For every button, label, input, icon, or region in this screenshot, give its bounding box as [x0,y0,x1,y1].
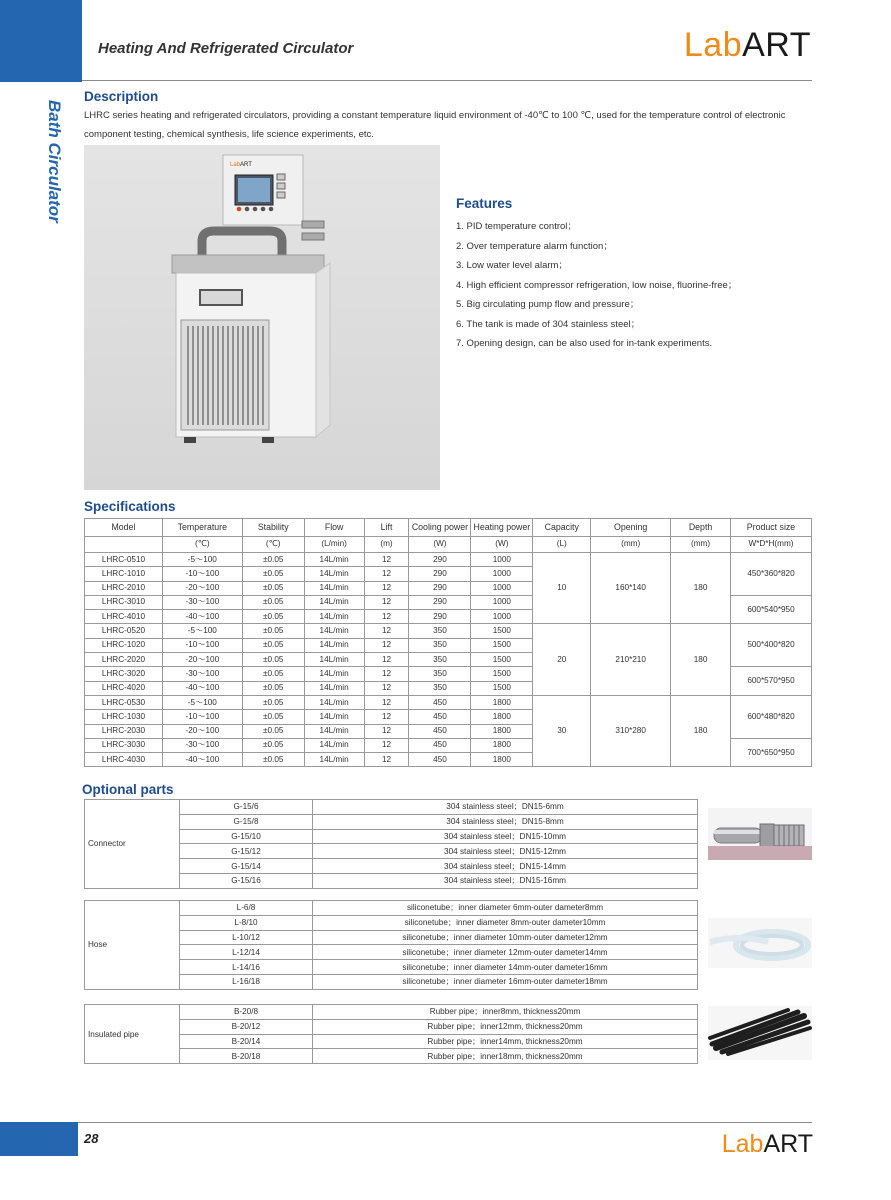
spec-cell: 1500 [471,653,533,667]
part-code: G-15/16 [180,873,313,888]
footer-divider [78,1122,812,1123]
part-code: L-10/12 [180,930,313,945]
product-size-cell: 700*650*950 [731,738,812,767]
spec-cell: LHRC-0520 [85,624,163,638]
part-description: Rubber pipe；inner8mm, thickness20mm [313,1005,698,1020]
spec-cell: 14L/min [304,695,364,709]
insulated-pipe-parts-table [84,1004,698,1064]
spec-cell: 450 [409,753,471,767]
table-row [85,624,812,638]
part-description: 304 stainless steel；DN15-14mm [313,859,698,874]
spec-cell: 290 [409,581,471,595]
table-row [85,1005,698,1020]
part-code: G-15/6 [180,800,313,815]
spec-cell: 12 [364,681,409,695]
spec-cell: ±0.05 [242,595,304,609]
part-description: siliconetube；inner diameter 6mm-outer dameter8mm [313,901,698,916]
spec-cell: LHRC-2010 [85,581,163,595]
spec-cell: -30～100 [162,667,242,681]
feature-item: 3. Low water level alarm； [456,260,568,271]
table-row [85,800,698,815]
spec-cell: 1800 [471,710,533,724]
opening-cell: 160*140 [591,553,671,624]
unit-badge-art: ART [240,162,252,168]
part-code: B-20/12 [180,1019,313,1034]
header-divider [82,80,812,81]
spec-cell: 1500 [471,638,533,652]
optional-parts-heading: Optional parts [82,782,174,797]
spec-cell: 1000 [471,595,533,609]
spec-cell: ±0.05 [242,681,304,695]
spec-cell: -10～100 [162,710,242,724]
spec-cell: -5～100 [162,695,242,709]
spec-cell: -10～100 [162,567,242,581]
spec-cell: 1800 [471,724,533,738]
part-code: L-8/10 [180,915,313,930]
spec-cell: 450 [409,695,471,709]
part-description: siliconetube；inner diameter 14mm-outer dameter16mm [313,960,698,975]
spec-header-cell: Heating power [471,519,533,537]
spec-cell: LHRC-3030 [85,738,163,752]
part-code: L-6/8 [180,901,313,916]
spec-cell: ±0.05 [242,653,304,667]
capacity-cell: 30 [533,695,591,766]
brand-logo: LabART [683,26,811,64]
spec-cell: 1000 [471,581,533,595]
spec-cell: 14L/min [304,710,364,724]
part-code: G-15/8 [180,814,313,829]
spec-cell: 350 [409,624,471,638]
spec-cell: 1800 [471,753,533,767]
spec-header-cell: Depth [671,519,731,537]
part-group-name: Hose [85,901,180,990]
spec-cell: 14L/min [304,681,364,695]
spec-cell: 12 [364,667,409,681]
part-description: 304 stainless steel；DN15-8mm [313,814,698,829]
spec-cell: 12 [364,610,409,624]
feature-item: 5. Big circulating pump flow and pressure； [456,299,640,310]
spec-cell: 1800 [471,738,533,752]
part-code: G-15/10 [180,829,313,844]
part-description: Rubber pipe；inner14mm, thickness20mm [313,1034,698,1049]
spec-cell: LHRC-3020 [85,667,163,681]
opening-cell: 310*280 [591,695,671,766]
spec-unit-cell [85,537,163,553]
spec-header-cell: Cooling power [409,519,471,537]
table-row [85,695,812,709]
spec-unit-cell: (W) [471,537,533,553]
table-row [85,901,698,916]
part-description: siliconetube；inner diameter 12mm-outer dameter14mm [313,945,698,960]
spec-cell: ±0.05 [242,695,304,709]
side-section-label: Bath Circulator [45,100,64,223]
product-size-cell: 450*360*820 [731,553,812,596]
part-description: 304 stainless steel；DN15-10mm [313,829,698,844]
part-description: siliconetube；inner diameter 16mm-outer dameter18mm [313,974,698,989]
description-heading: Description [84,89,159,104]
spec-cell: -30～100 [162,595,242,609]
spec-header-cell: Product size [731,519,812,537]
spec-cell: -40～100 [162,610,242,624]
spec-cell: 12 [364,638,409,652]
table-row [85,553,812,567]
part-description: 304 stainless steel；DN15-6mm [313,800,698,815]
spec-cell: 450 [409,738,471,752]
part-code: B-20/14 [180,1034,313,1049]
spec-cell: 450 [409,724,471,738]
specifications-heading: Specifications [84,499,176,514]
depth-cell: 180 [671,553,731,624]
description-text: LHRC series heating and refrigerated circulators, providing a constant temperature liquid environment of -40℃ to 100 ℃, used for the temperature control of electronic component testing, chemical synthesis, life science experiments, etc. [84,110,786,140]
spec-cell: ±0.05 [242,567,304,581]
spec-cell: LHRC-2030 [85,724,163,738]
spec-cell: -5～100 [162,624,242,638]
feature-item: 7. Opening design, can be also used for in-tank experiments. [456,338,713,349]
feature-item: 1. PID temperature control； [456,221,577,232]
spec-cell: 14L/min [304,753,364,767]
spec-unit-cell: (mm) [591,537,671,553]
specifications-table [84,518,812,767]
spec-cell: LHRC-1030 [85,710,163,724]
part-description: Rubber pipe；inner18mm, thickness20mm [313,1049,698,1064]
connector-image [708,808,812,860]
spec-cell: ±0.05 [242,724,304,738]
spec-cell: 350 [409,638,471,652]
spec-cell: 12 [364,653,409,667]
depth-cell: 180 [671,695,731,766]
spec-unit-cell: W*D*H(mm) [731,537,812,553]
part-description: Rubber pipe；inner12mm, thickness20mm [313,1019,698,1034]
spec-unit-cell: (L/min) [304,537,364,553]
spec-cell: LHRC-0510 [85,553,163,567]
spec-header-cell: Opening [591,519,671,537]
spec-cell: -20～100 [162,724,242,738]
features-heading: Features [456,196,513,211]
spec-cell: 290 [409,553,471,567]
insulated-pipe-image [708,1006,812,1060]
spec-cell: 12 [364,581,409,595]
spec-cell: -40～100 [162,681,242,695]
spec-cell: ±0.05 [242,610,304,624]
part-group-name: Connector [85,800,180,889]
spec-unit-row [85,537,812,553]
spec-cell: 350 [409,653,471,667]
part-code: L-12/14 [180,945,313,960]
spec-cell: LHRC-1020 [85,638,163,652]
spec-cell: 1000 [471,610,533,624]
footer-brand-logo: LabART [721,1130,813,1158]
spec-header-row [85,519,812,537]
spec-header-cell: Temperature [162,519,242,537]
spec-cell: 290 [409,595,471,609]
header-color-tab [0,0,82,82]
part-description: siliconetube；inner diameter 8mm-outer dameter10mm [313,915,698,930]
spec-cell: 1000 [471,553,533,567]
spec-cell: 290 [409,567,471,581]
hose-image [708,918,812,968]
hose-parts-table [84,900,698,990]
spec-cell: 14L/min [304,595,364,609]
capacity-cell: 10 [533,553,591,624]
spec-cell: LHRC-3010 [85,595,163,609]
spec-cell: 1000 [471,567,533,581]
spec-cell: 14L/min [304,667,364,681]
spec-unit-cell: (℃) [242,537,304,553]
spec-cell: 12 [364,710,409,724]
feature-item: 4. High efficient compressor refrigeration, low noise, fluorine-free； [456,279,738,291]
part-code: G-15/12 [180,844,313,859]
spec-cell: 12 [364,624,409,638]
spec-header-cell: Lift [364,519,409,537]
spec-cell: 12 [364,567,409,581]
spec-unit-cell: (L) [533,537,591,553]
connector-parts-table [84,799,698,889]
spec-cell: 1500 [471,624,533,638]
spec-cell: 14L/min [304,738,364,752]
features-list [456,217,737,354]
part-code: B-20/18 [180,1049,313,1064]
spec-cell: ±0.05 [242,710,304,724]
footer-color-tab [0,1122,78,1156]
spec-unit-cell: (mm) [671,537,731,553]
product-size-cell: 500*400*820 [731,624,812,667]
product-photo [84,145,440,490]
spec-cell: ±0.05 [242,667,304,681]
spec-cell: -10～100 [162,638,242,652]
spec-cell: 12 [364,738,409,752]
spec-cell: 14L/min [304,638,364,652]
capacity-cell: 20 [533,624,591,695]
spec-unit-cell: (W) [409,537,471,553]
spec-cell: ±0.05 [242,581,304,595]
spec-cell: LHRC-0530 [85,695,163,709]
part-group-name: Insulated pipe [85,1005,180,1064]
spec-cell: -20～100 [162,653,242,667]
spec-cell: 14L/min [304,567,364,581]
spec-cell: 14L/min [304,581,364,595]
page-number: 28 [84,1131,99,1146]
spec-cell: 12 [364,724,409,738]
spec-cell: ±0.05 [242,638,304,652]
spec-cell: ±0.05 [242,553,304,567]
spec-cell: LHRC-1010 [85,567,163,581]
part-code: L-16/18 [180,974,313,989]
spec-cell: LHRC-4020 [85,681,163,695]
spec-cell: 14L/min [304,624,364,638]
feature-item: 6. The tank is made of 304 stainless steel； [456,318,641,330]
spec-cell: ±0.05 [242,738,304,752]
spec-cell: 350 [409,681,471,695]
spec-cell: 12 [364,753,409,767]
opening-cell: 210*210 [591,624,671,695]
spec-cell: LHRC-4010 [85,610,163,624]
unit-badge-lab: Lab [230,162,241,168]
spec-cell: -20～100 [162,581,242,595]
product-size-cell: 600*480*820 [731,695,812,738]
spec-cell: 350 [409,667,471,681]
depth-cell: 180 [671,624,731,695]
spec-cell: 450 [409,710,471,724]
spec-cell: 14L/min [304,724,364,738]
spec-cell: ±0.05 [242,624,304,638]
part-code: G-15/14 [180,859,313,874]
product-size-cell: 600*570*950 [731,667,812,696]
part-code: B-20/8 [180,1005,313,1020]
spec-cell: ±0.05 [242,753,304,767]
spec-cell: 14L/min [304,653,364,667]
spec-cell: 12 [364,595,409,609]
spec-cell: LHRC-2020 [85,653,163,667]
spec-cell: 1500 [471,681,533,695]
spec-header-cell: Flow [304,519,364,537]
page-header-title: Heating And Refrigerated Circulator [98,40,354,57]
spec-unit-cell: (m) [364,537,409,553]
spec-cell: 1800 [471,695,533,709]
spec-unit-cell: (℃) [162,537,242,553]
spec-header-cell: Stability [242,519,304,537]
spec-cell: 12 [364,695,409,709]
part-description: siliconetube；inner diameter 10mm-outer dameter12mm [313,930,698,945]
part-description: 304 stainless steel；DN15-16mm [313,873,698,888]
spec-cell: 14L/min [304,610,364,624]
spec-cell: LHRC-4030 [85,753,163,767]
spec-header-cell: Capacity [533,519,591,537]
product-size-cell: 600*540*950 [731,595,812,624]
part-code: L-14/16 [180,960,313,975]
spec-cell: 12 [364,553,409,567]
spec-header-cell: Model [85,519,163,537]
spec-cell: 1500 [471,667,533,681]
spec-cell: 14L/min [304,553,364,567]
feature-item: 2. Over temperature alarm function； [456,240,613,252]
spec-cell: -40～100 [162,753,242,767]
spec-cell: 290 [409,610,471,624]
part-description: 304 stainless steel；DN15-12mm [313,844,698,859]
spec-cell: -30～100 [162,738,242,752]
spec-cell: -5～100 [162,553,242,567]
